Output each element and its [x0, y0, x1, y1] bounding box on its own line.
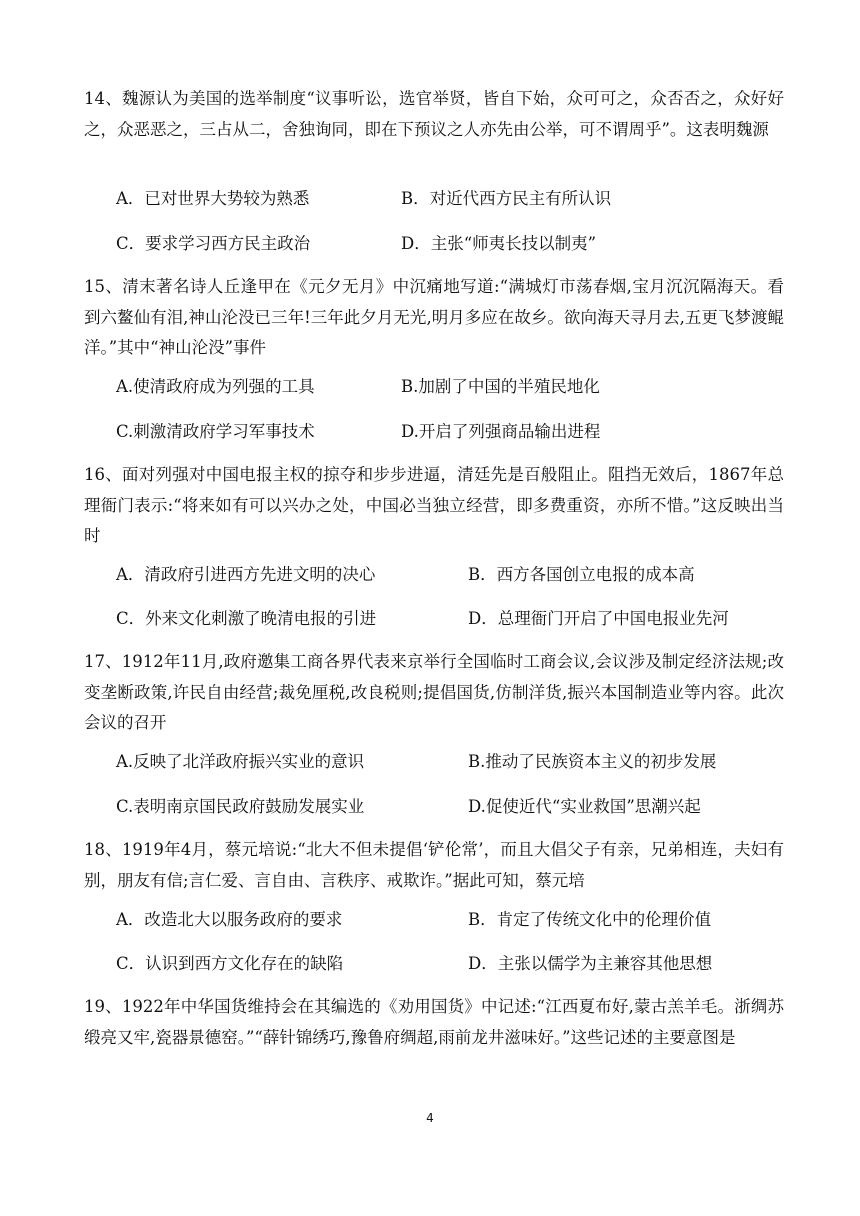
option-d: D.促使近代“实业救国”思潮兴起: [468, 797, 701, 816]
option-d: D．总理衙门开启了中国电报业先河: [468, 609, 729, 628]
question-15: [84, 272, 784, 364]
question-stem: 15、清末著名诗人丘逢甲在《元夕无月》中沉痛地写道:“满城灯市荡春烟,宝月沉沉隔海天。看到六鳌仙有泪,神山沦没已三年!三年此夕月无光,明月多应在故乡。欲向海天寻月去,五更飞梦渡鲲洋。”其中“神山沦没”事件: [84, 277, 784, 357]
option-b: B．对近代西方民主有所认识: [401, 189, 612, 208]
option-b: B.推动了民族资本主义的初步发展: [468, 752, 717, 771]
option-c: C.表明南京国民政府鼓励发展实业: [116, 797, 365, 816]
question-18: [84, 835, 784, 896]
question-14: [84, 84, 784, 145]
option-a: A．改造北大以服务政府的要求: [116, 910, 343, 929]
option-d: D.开启了列强商品输出进程: [401, 422, 601, 441]
option-c: C．认识到西方文化存在的缺陷: [116, 954, 344, 973]
question-stem: 18、1919年4月，蔡元培说:“北大不但未提倡‘铲伦常’，而且大倡父子有亲，兄弟相连，夫妇有别，朋友有信;言仁爱、言自由、言秩序、戒欺诈。”据此可知，蔡元培: [84, 840, 784, 890]
question-19: [84, 992, 784, 1053]
option-a: A．已对世界大势较为熟悉: [116, 189, 310, 208]
question-stem: 19、1922年中华国货维持会在其编选的《劝用国货》中记述:“江西夏布好,蒙古羔羊毛。浙绸苏缎亮又牢,瓷器景德窑。”“薛针锦绣巧,豫鲁府绸超,雨前龙井滋味好。”这些记述的主要意图是: [84, 997, 784, 1047]
question-stem: 16、面对列强对中国电报主权的掠夺和步步进逼，清廷先是百般阻止。阻挡无效后，1867年总理衙门表示:“将来如有可以兴办之处，中国必当独立经营，即多费重资，亦所不惜。”这反映出当时: [84, 465, 784, 545]
option-c: C.刺激清政府学习军事技术: [116, 422, 315, 441]
option-b: B．西方各国创立电报的成本高: [468, 565, 695, 584]
option-a: A.使清政府成为列强的工具: [116, 377, 315, 396]
option-d: D．主张“师夷长技以制夷”: [401, 234, 597, 253]
question-17: [84, 647, 784, 739]
option-a: A.反映了北洋政府振兴实业的意识: [116, 752, 365, 771]
page-number: 4: [426, 1111, 434, 1125]
option-c: C．外来文化刺激了晚清电报的引进: [116, 609, 377, 628]
option-b: B．肯定了传统文化中的伦理价值: [468, 910, 712, 929]
question-stem: 17、1912年11月,政府邀集工商各界代表来京举行全国临时工商会议,会议涉及制定经济法规;改变垄断政策,许民自由经营;裁免厘税,改良税则;提倡国货,仿制洋货,振兴本国制造业等内容。此次会议的召开: [84, 652, 784, 732]
option-b: B.加剧了中国的半殖民地化: [401, 377, 600, 396]
question-16: [84, 460, 784, 552]
option-c: C．要求学习西方民主政治: [116, 234, 311, 253]
question-stem: 14、魏源认为美国的选举制度“议事听讼，选官举贤，皆自下始，众可可之，众否否之，众好好之，众恶恶之，三占从二，舍独询同，即在下预议之人亦先由公举，可不谓周乎”。这表明魏源: [84, 89, 784, 139]
option-d: D．主张以儒学为主兼容其他思想: [468, 954, 713, 973]
option-a: A．清政府引进西方先进文明的决心: [116, 565, 376, 584]
